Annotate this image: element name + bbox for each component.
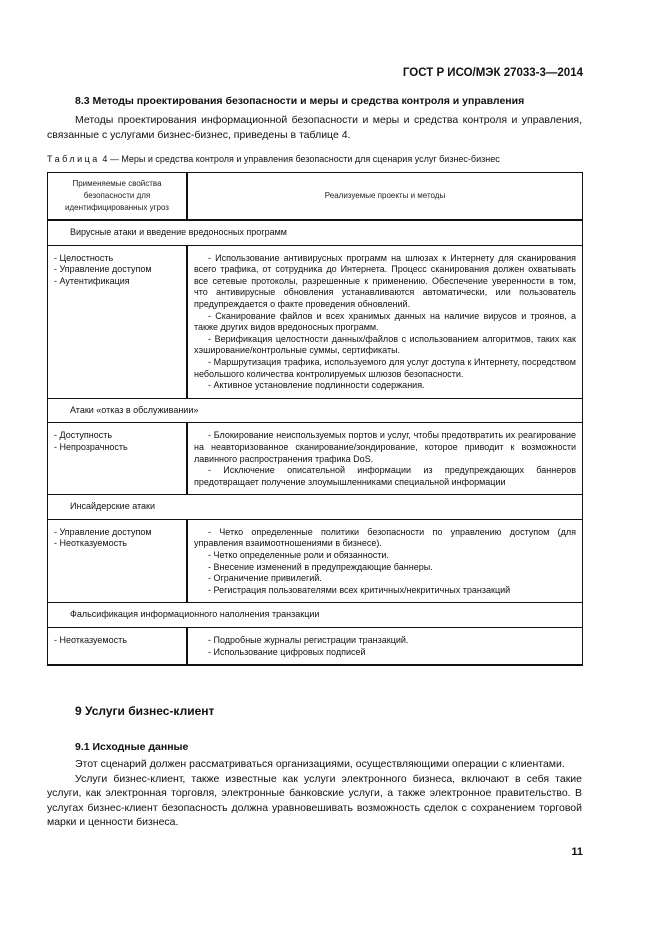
properties-cell (48, 628, 188, 666)
threat-group-row (48, 603, 583, 628)
table-row (48, 423, 583, 495)
method-item: - Маршрутизация трафика, используемого для услуг доступа к Интернету, посредством небольшого количества контролируемых шлюзов безопасности. (194, 356, 576, 379)
threat-group-row (48, 495, 583, 520)
col1-header: Применяемые свойства безопасности для идентифицированных угроз (48, 173, 188, 221)
caption-label: Таблица (47, 154, 100, 164)
section-9-1-heading: 9.1 Исходные данные (75, 741, 189, 753)
property-item: - Целостность (54, 252, 114, 263)
property-item: - Непрозрачность (54, 441, 128, 452)
property-item: - Управление доступом (54, 264, 152, 275)
page-number: 11 (571, 846, 583, 858)
method-item: - Активное установление подлинности содержания. (208, 380, 425, 391)
methods-cell (187, 245, 583, 398)
threat-group-title: Атаки «отказ в обслуживании» (48, 398, 583, 423)
col2-header: Реализуемые проекты и методы (187, 173, 583, 221)
property-item: - Управление доступом (54, 526, 152, 537)
paragraph: Услуги бизнес-клиент, также известные как услуги электронного бизнеса, включают в себя такие услуги, как электронная торговля, электронные банковские услуги, а также электронное правительство. В услугах бизнес-клиент безопасность должна уравновешивать возможность сделок с сохранением торговой марки и ценности бизнеса. (47, 772, 582, 828)
method-item: - Ограничение привилегий. (208, 573, 322, 584)
threat-group-title: Инсайдерские атаки (48, 495, 583, 520)
paragraph: Этот сценарий должен рассматриваться организациями, осуществляющими операции с клиентами. (75, 758, 565, 770)
method-item: - Верификация целостности данных/файлов с использованием алгоритмов, таких как хэширование/контрольные суммы, сертификаты. (194, 333, 576, 356)
section-9-1-body (47, 757, 582, 830)
caption-text: 4 — Меры и средства контроля и управления безопасности для сценария услуг бизнес-бизнес (102, 154, 500, 164)
method-item: - Исключение описательной информации из предупреждающих баннеров предотвращает получение злоумышленниками специальной информации (194, 465, 576, 487)
method-item: - Подробные журналы регистрации транзакций. (208, 635, 409, 646)
methods-cell (187, 519, 583, 603)
table-row (48, 628, 583, 666)
method-item: - Сканирование файлов и всех хранимых данных на наличие вирусов и троянов, а также других видов вредоносных программ. (194, 310, 576, 333)
table-header-row (48, 173, 583, 221)
method-item: - Внесение изменений в предупреждающие баннеры. (208, 561, 433, 572)
property-item: - Неотказуемость (54, 538, 127, 549)
method-item: - Четко определенные роли и обязанности. (208, 550, 389, 561)
method-item: - Регистрация пользователями всех критичных/некритичных транзакций (208, 584, 511, 595)
property-item: - Аутентификация (54, 275, 130, 286)
section-8-3-heading: 8.3 Методы проектирования безопасности и меры и средства контроля и управления (75, 95, 525, 107)
standard-header: ГОСТ Р ИСО/МЭК 27033-3—2014 (402, 67, 583, 79)
paragraph-text: Методы проектирования информационной безопасности и меры и средства контроля и управления, связанные с услугами бизнес-бизнес, приведены в таблице 4. (47, 114, 582, 141)
method-item: - Четко определенные политики безопасности по управлению доступом (для управления взаимоотношениями в бизнесе). (194, 526, 576, 549)
property-item: - Доступность (54, 430, 113, 441)
methods-cell (187, 423, 583, 495)
threat-group-row (48, 398, 583, 423)
table-row (48, 519, 583, 603)
table-row (48, 245, 583, 398)
properties-cell (48, 519, 188, 603)
section-9-heading: 9 Услуги бизнес-клиент (75, 704, 215, 718)
properties-cell (48, 245, 188, 398)
threat-group-row (48, 220, 583, 245)
threat-group-title: Фальсификация информационного наполнения транзакции (48, 603, 583, 628)
table-caption (47, 154, 500, 164)
method-item: - Использование антивирусных программ на шлюзах к Интернету для сканирования всего трафика, от сотрудника до Интернета. Процесс сканирования должен охватывать все сетевые протоколы, разрешенные к применению. Обеспечение уверенности в том, что антивирусные обновления устанавливаются автоматически, или пользователь предупреждается о факте проведения обновлений. (194, 252, 576, 309)
method-item: - Использование цифровых подписей (208, 646, 366, 657)
threat-group-title: Вирусные атаки и введение вредоносных программ (48, 220, 583, 245)
methods-cell (187, 628, 583, 666)
controls-table (47, 172, 583, 666)
property-item: - Неотказуемость (54, 635, 127, 646)
method-item: - Блокирование неиспользуемых портов и услуг, чтобы предотвратить их реагирование на неавторизованное сканирование/зондирование, которое приводит к возможности лавинного распространения трафика DoS. (194, 430, 576, 464)
properties-cell (48, 423, 188, 495)
section-8-3-paragraph (47, 113, 582, 142)
